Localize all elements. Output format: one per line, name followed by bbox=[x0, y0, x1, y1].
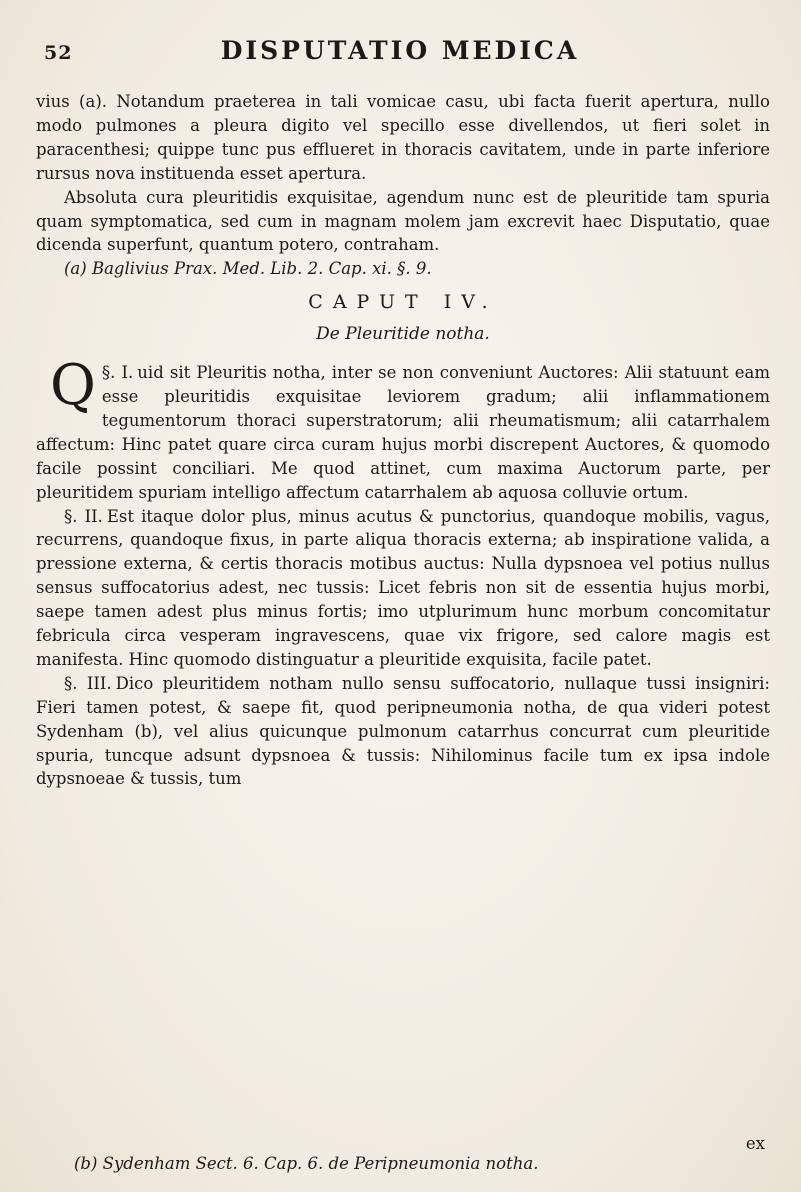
section-2-text: Est itaque dolor plus, minus acutus & punctorius, quandoque mobilis, vagus, recurrens, quandoque fixus, in parte aliqua thoracis externa; ab inspiratione valida, a pressione externa, & certis thoracis motibus auctus: Nulla dypsnoea vel potius nullus sensus suffocatorius adest, nec tussis: Licet febris non sit de essentia hujus morbi, saepe tamen adest plus minus fortis; imo utplurimum hunc morbum concomitatur febricula circa vesperam ingravescens, quae vix frigore, sed calore magis est manifesta. Hinc quomodo distinguatur a pleuritide exquisita, facile patet. bbox=[36, 506, 770, 669]
page-number: 52 bbox=[44, 42, 73, 64]
body-text bbox=[36, 90, 770, 791]
paragraph-transition: Absoluta cura pleuritidis exquisitae, agendum nunc est de pleuritide tam spuria quam symptomatica, sed cum in magnam molem jam excrevit haec Disputatio, quae dicenda superfunt, quantum potero, contraham. bbox=[36, 187, 770, 255]
page-header bbox=[40, 26, 760, 76]
section-1 bbox=[36, 353, 770, 504]
section-3-text: Dico pleuritidem notham nullo sensu suffocatorio, nullaque tussi insigniri: Fieri tamen potest, & saepe fit, quod peripneumonia notha, de qua videri potest Sydenham (b), vel alius quicunque pulmonum catarrhus concurrat cum pleuritide spuria, tuncque adsunt dypsnoea & tussis: Nihilominus facile tum ex ipsa indole dypsnoeae & tussis, tum bbox=[36, 673, 770, 789]
catchword: ex bbox=[745, 1134, 765, 1153]
section-2-label: §. II. bbox=[64, 506, 103, 526]
section-1-label: §. I. bbox=[101, 363, 134, 383]
section-3 bbox=[36, 672, 770, 792]
running-head: DISPUTATIO MEDICA bbox=[220, 36, 580, 65]
footnote-b: (b) Sydenham Sect. 6. Cap. 6. de Peripneumonia notha. bbox=[74, 1154, 539, 1173]
chapter-heading: CAPUT IV. bbox=[308, 291, 498, 314]
drop-cap: Q bbox=[50, 353, 96, 419]
note-a: (a) Baglivius Prax. Med. Lib. 2. Cap. xi. §. 9. bbox=[64, 259, 432, 279]
chapter-title: De Pleuritide notha. bbox=[316, 324, 490, 345]
section-1-text: uid sit Pleuritis notha, inter se non conveniunt Auctores: Alii statuunt eam esse pleuritidis exquisitae leviorem gradum; alii inflammationem tegumentorum thoraci superstratorum; alii rheumatismum; alii catarrhalem affectum: Hinc patet quare circa curam hujus morbi discrepent Auctores, & quomodo facile possint conciliari. Me quod attinet, cum maxima Auctorum parte, per pleuritidem spuriam intelligo affectum catarrhalem ab aquosa colluvie ortum. bbox=[36, 363, 770, 502]
paragraph-continuation: vius (a). Notandum praeterea in tali vomicae casu, ubi facta fuerit apertura, nullo modo pulmones a pleura digito vel specillo esse divellendos, ut fieri solet in paracenthesi; quippe tunc pus efflueret in thoracis cavitatem, unde in parte inferiore rursus nova instituenda esset apertura. bbox=[36, 92, 770, 183]
section-3-label: §. III. bbox=[64, 673, 112, 693]
section-2 bbox=[36, 505, 770, 672]
